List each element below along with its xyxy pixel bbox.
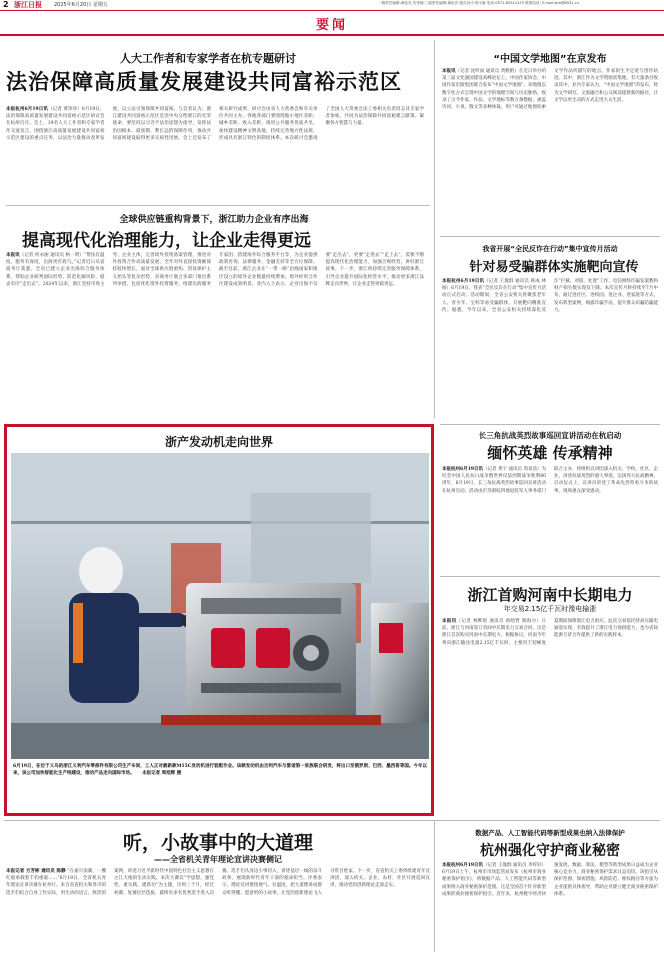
story-text: （记者 林晔晗 通讯员 俞晗哲 陶海尔）日前，浙江与河南签订省间中长期电力交易合同，这是浙江首次购买河南中长期电力。根据协议，河南今年将向浙江输送电量2.15亿千瓦时，主要用于迎峰度夏期间保障浙江电力供应。此次交易依托特高压输电通道实现，有效提升了浙江电力保供能力，也为省间能源互济合作提供了新的实践样本。 bbox=[442, 619, 658, 646]
column-divider-bottom bbox=[434, 820, 435, 952]
story-text: （记者 王逸群 通讯员 李梓轩）6月19日上午，杭州市市场监管局发布《杭州市商业秘密保护指引》，将数据产品、人工智能代码等新型成果纳入商业秘密保护范围。这是全国首个针对新型成果的商业秘密保护指引。近年来，杭州数字经济快速发展，数据、算法、模型等新型成果日益成为企业核心竞争力，商业秘密保护需求日益迫切。该指引从保护范围、保密措施、风险防范、维权路径等方面为企业提供具体指导，帮助企业建立健全商业秘密保护体系。 bbox=[442, 863, 658, 897]
story-byline: 本报讯 bbox=[442, 619, 457, 624]
story-kicker: “中国文学地图”在京发布 bbox=[493, 54, 607, 65]
story-literature-map bbox=[440, 44, 660, 234]
top-bar bbox=[0, 0, 664, 11]
photo-feature bbox=[4, 424, 434, 816]
story-byline: 本报杭州6月19日讯 bbox=[6, 107, 48, 112]
photo-title: 浙产发动机走向世界 bbox=[164, 435, 273, 449]
photo-credit: 本报记者 周旭辉 摄 bbox=[142, 771, 182, 777]
story-deck: ——全省机关青年理论宣讲决赛侧记 bbox=[154, 855, 282, 864]
editor-line: 一版责任编辑:龚伦亮 后旻娴 二版责任编辑:龚伦亮 版式设计:郭小姬 电话:0571-85311479 联系电话: E-mail:zjrb@8531.cn bbox=[378, 1, 580, 5]
engine-block bbox=[186, 583, 356, 723]
story-body bbox=[6, 106, 424, 200]
engine-assembly-photo bbox=[11, 453, 429, 759]
story-body bbox=[6, 868, 430, 952]
story-legal-guarantee bbox=[0, 44, 430, 204]
story-kicker: 长三角抗战英烈故事巡回宣讲活动在杭启动 bbox=[478, 431, 622, 440]
story-body bbox=[442, 68, 658, 232]
divider-right-3 bbox=[440, 576, 660, 577]
divider-1 bbox=[6, 205, 430, 206]
section-title: 要闻 bbox=[315, 18, 348, 33]
story-byline: 本报讯 bbox=[6, 253, 20, 258]
story-text: （记者 黄宇 通讯员 周易清）为纪念中国人民抗日战争暨世界反法西斯战争胜利80周年，6月19日，长三角抗战英烈故事巡回宣讲活动在杭州启动。活动由沪苏浙皖四地退役军人事务部门联合主办，将组织宣讲团深入机关、学校、社区、企业，讲述抗战英烈的感人事迹，弘扬伟大抗战精神。启动仪式上，宣讲员讲述了革命先烈英勇斗争的故事，现场观众深受感动。 bbox=[442, 467, 658, 494]
story-kicker: 人大工作者和专家学者在杭专题研讨 bbox=[120, 52, 296, 65]
story-byline: 本报讯 bbox=[442, 69, 456, 74]
issue-date: 2025年6月20日 星期五 bbox=[54, 2, 108, 8]
story-byline: 本报杭州6月19日讯 bbox=[442, 467, 484, 472]
story-youth-lectures bbox=[4, 822, 432, 954]
page-number: 2 bbox=[3, 0, 9, 9]
story-body bbox=[442, 862, 658, 952]
story-headline: 听，小故事中的大道理 bbox=[122, 832, 313, 854]
divider-right-1 bbox=[440, 236, 660, 237]
story-headline: 浙江首购河南中长期电力 bbox=[467, 586, 633, 604]
story-text: （记者 王逸群 通讯员 韩成 林杨）6月19日，我省“全民反诈在行动”集中宣传月活动正式启动。活动期间，全省公安机关将聚焦老年人、青少年、宝妈等易受骗群体，开展靶向精准宣传。据悉，今年以来，全省公安机关持续深化反诈“拦截、劝阻、处置”工作，电信网络诈骗发案数和财产损失数实现双下降。本次宣传月将持续至7月中旬，通过进社区、进校园、进企业、进家庭等方式，发布典型案例，揭露诈骗手法，提升群众识骗防骗能力。 bbox=[442, 279, 658, 313]
story-text: （记者 何永丽 通讯员 杨一明）“帮扶有温度，服务有深度，出海更有底气。”记者近日从省商务厅获悉，全省已建立企业出海综合服务体系，帮助企业研判国际形势、防范化解风险、稳妥有序“走出去”。2024年以来，浙江坚持市场主导、企业主体，完善境外投资备案管理，推进对外投资合作高质量发展，全年对外直接投资额保持较快增长。面对全球供应链重构、贸易保护主义抬头等复杂形势，省商务厅联合多部门推出系列举措，包括优化境外投资服务、组建出海服务专家团、搭建海外综合服务平台等，为企业提供政策咨询、法律服务、金融支持等全方位保障。截至目前，浙江企业在“一带一路”沿线国家和地区设立的境外企业数量持续增加，境外经贸合作区建设成效明显。业内人士表示，企业出海不仅要“走出去”，更要“走进去”“走上去”，需要不断提高现代化治理能力，加强合规经营，讲好浙江故事。下一步，浙江将持续完善服务保障体系，引导企业提升国际化经营水平，推动更多浙江品牌走向世界，让企业走得更稳更远。 bbox=[6, 253, 424, 287]
story-text: （记者 沈听雨 通讯员 黄帆帆）在近日举办的第三届文化强国建设高峰论坛上，中国作家协会、中国作家出版集团联合发布“中国文学地图”。该地图以数字化方式呈现中国文学的地理空间与历史脉络，收录了古今作家、作品、文学地标等数万条数据，涵盖诗词、小说、散文等多种体裁，用户可通过地图检索文学作品所描写的地点、作家的生平足迹与创作轨迹。其中，浙江作为文学资源富集地，有大量条目收录其中。业内专家认为，“中国文学地图”的发布，将为文学研究、文旅融合和公众阅读提供新的路径，让文学以更生动的方式走进大众生活。 bbox=[442, 69, 658, 111]
story-headline: 缅怀英雄 传承精神 bbox=[487, 444, 613, 462]
story-headline: 针对易受骗群体实施靶向宣传 bbox=[469, 260, 639, 275]
story-kicker: 全球供应链重构背景下，浙江助力企业有序出海 bbox=[119, 215, 309, 225]
story-kicker: 我省开展“全民反诈在行动”集中宣传月活动 bbox=[482, 245, 618, 253]
section-rule bbox=[0, 34, 664, 36]
photo-caption: 6月19日，在位于义乌的浙江义利汽车零部件有限公司生产车间，工人正对最新款M15C发动机进行装配作业。该款发动机由吉利汽车与雷诺第一家族联合研发，将出口至俄罗斯、巴西、墨西哥等国。今年以来，该公司加快智能化生产线建设，推动产品走向国际市场。 bbox=[13, 764, 427, 777]
story-byline: 本报杭州6月19日讯 bbox=[442, 863, 484, 868]
divider-bottom bbox=[4, 820, 660, 821]
story-text: “在嘉兴南湖，一艘红船承载着千钧重量……”6月19日，全省机关青年理论宣讲决赛在杭举行。来自省直机关和各市的选手们结合自身工作实际，用生动的语言、鲜活的案例，讲述习近平新时代中国特色社会主义思想在之江大地的生动实践。本次大赛以“学思想、强党性、重实践、建新功”为主题，历时三个月，经过初赛、复赛层层选拔，最终有多名优秀选手进入决赛。选手们从身边小事切入，讲述基层一线的奋斗故事，展现新时代青年干部的使命担当。评委表示，理论宣讲要接地气、有温度，把大道理讲成群众听得懂、愿意听的小故事，让党的创新理论飞入寻常百姓家。下一步，省直机关工委将组建青年宣讲团，深入机关、企业、农村、社区开展巡回宣讲，推动党的创新理论走深走实。 bbox=[6, 869, 430, 896]
story-power-purchase bbox=[440, 576, 660, 816]
story-byline: 本报记者 方芳彬 通讯员 陈静 bbox=[6, 869, 66, 874]
story-body bbox=[442, 618, 658, 814]
story-text: （记者 黄珍珍）6月19日，法治保障高质量发展建设共同富裕示范区研讨会在杭州召开。会上，19名人大工作者和专家学者作交流发言，围绕浙江高质量发展建设共同富裕示范区建设的重点任务，以法治力量推动改革发展，以立法引领保障共同富裕。与会者认为，浙江建设共同富裕示范区是党中央交给浙江的光荣使命，要坚持以习近平法治思想为指导，发挥法治固根本、稳预期、利长远的保障作用，推动共同富裕建设取得更多实质性进展。会上还发布了相关研究成果，研讨会由省人大常委会和有关单位共同主办。各地各部门要围绕缩小地区差距、城乡差距、收入差距，推进公共服务优质共享，加快建设精神文明高地，持续完善地方性法规，形成具有浙江特色的制度体系。本次研讨会邀请了全国人大常委会法工委相关负责同志及专家学者参加，共同为法治保障共同富裕建言献策，凝聚各方智慧与力量。 bbox=[6, 107, 424, 141]
photo-caption-box bbox=[13, 763, 427, 811]
story-modern-governance bbox=[0, 208, 430, 418]
story-body bbox=[6, 252, 424, 416]
paper-name: 浙江日报 bbox=[14, 0, 42, 9]
story-kicker: 数据产品、人工智能代码等新型成果也纳入法律保护 bbox=[475, 829, 625, 837]
story-body bbox=[442, 466, 658, 570]
second-engine bbox=[371, 603, 429, 723]
masthead bbox=[0, 0, 664, 40]
story-headline: 法治保障高质量发展建设共同富裕示范区 bbox=[6, 70, 402, 94]
story-body bbox=[442, 278, 658, 416]
story-deck: 年交易2.15亿千瓦时豫电输浙 bbox=[503, 605, 597, 613]
divider-right-2 bbox=[440, 424, 660, 425]
story-headline: 提高现代化治理能力，让企业走得更远 bbox=[22, 231, 311, 251]
story-trade-secrets bbox=[440, 822, 660, 954]
story-anti-fraud bbox=[440, 240, 660, 418]
column-divider bbox=[434, 40, 435, 418]
story-byline: 本报杭州6月19日讯 bbox=[442, 279, 485, 284]
story-heroes bbox=[440, 424, 660, 572]
story-headline: 杭州强化守护商业秘密 bbox=[480, 843, 620, 859]
